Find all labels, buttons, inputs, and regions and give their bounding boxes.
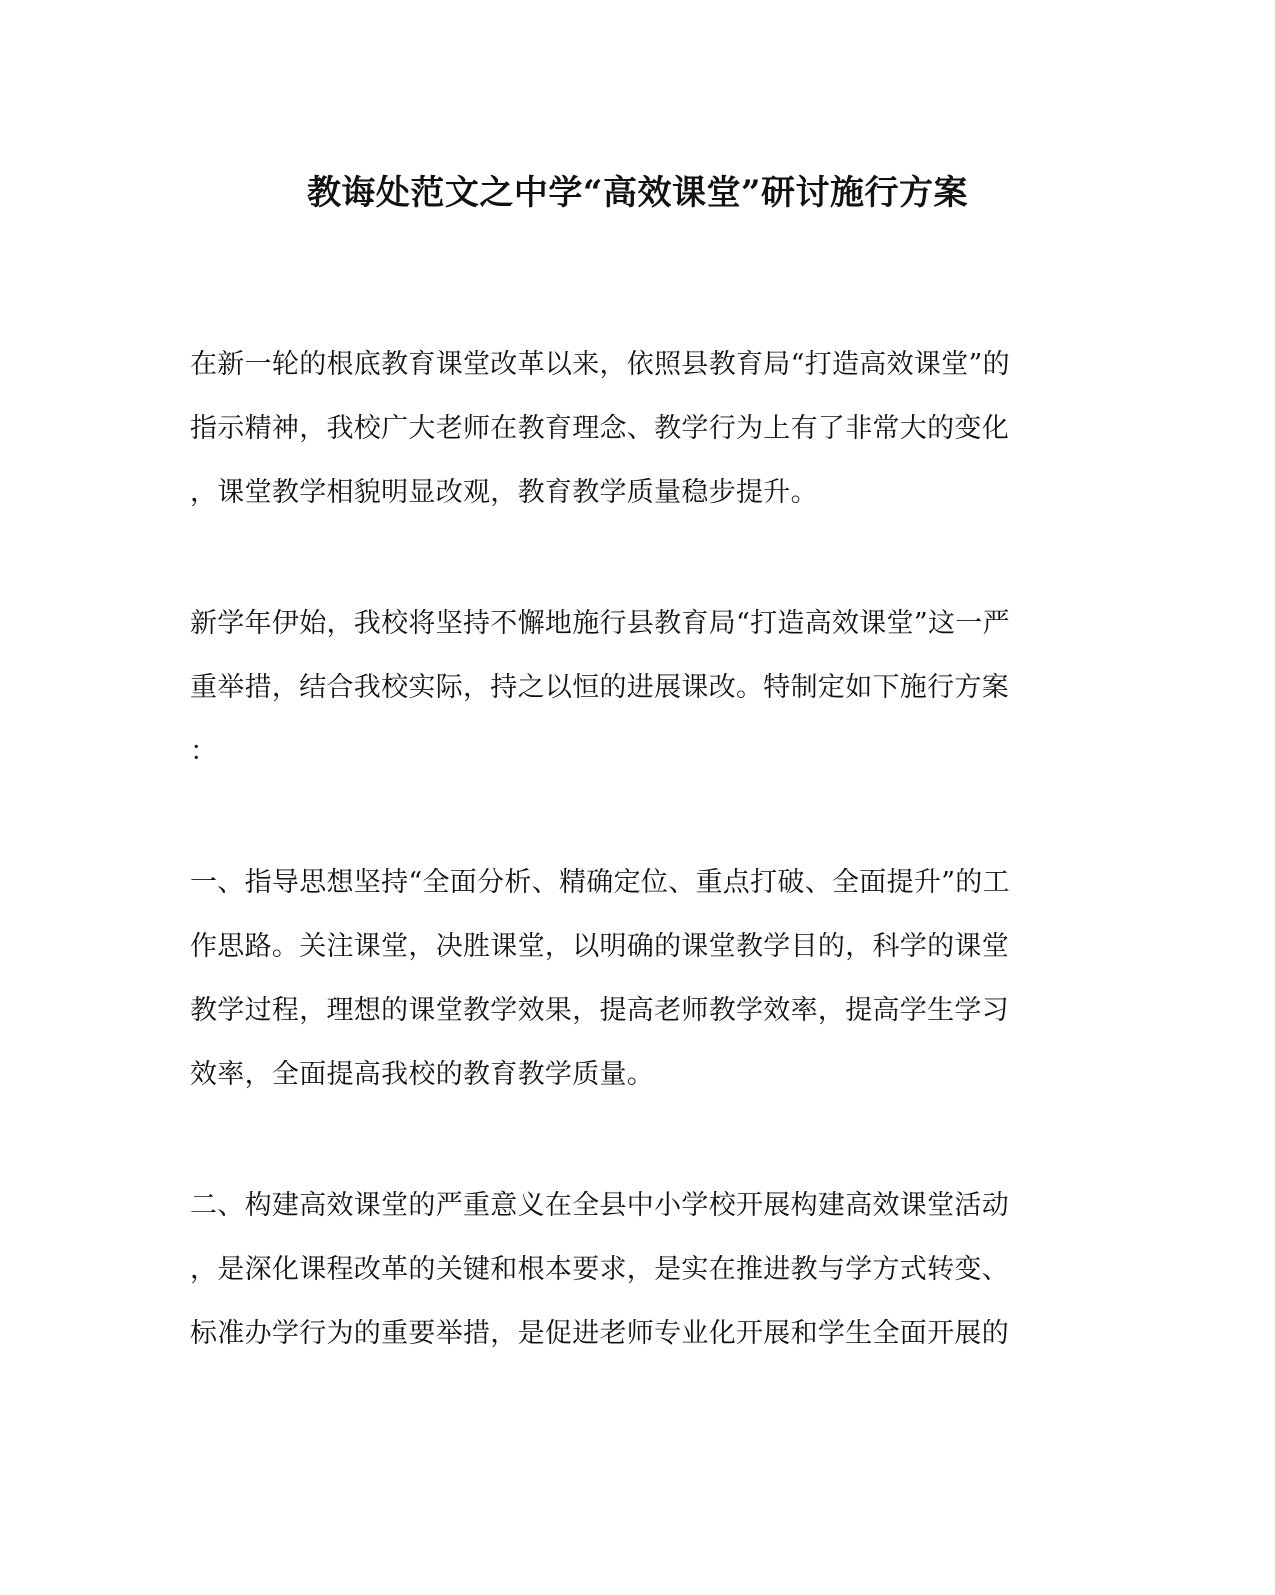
text-line: 一、指导思想坚持“全面分析、精确定位、重点打破、全面提升”的工 [190, 867, 1010, 898]
text-line: ： [190, 736, 218, 767]
text-line: 教学过程，理想的课堂教学效果，提高老师教学效率，提高学生学习 [190, 995, 1009, 1026]
text-line: 新学年伊始，我校将坚持不懈地施行县教育局“打造高效课堂”这一严 [190, 608, 1010, 639]
text-line: ，是深化课程改革的关键和根本要求，是实在推进教与学方式转变、 [190, 1254, 1009, 1285]
paragraph-plan [190, 592, 1050, 784]
text-line: 在新一轮的根底教育课堂改革以来，依照县教育局“打造高效课堂”的 [190, 349, 1010, 380]
text-line: 二、构建高效课堂的严重意义在全县中小学校开展构建高效课堂活动 [190, 1190, 1009, 1221]
text-line: 标准办学行为的重要举措，是促进老师专业化开展和学生全面开展的 [190, 1318, 1009, 1349]
text-line: 效率，全面提高我校的教育教学质量。 [190, 1059, 655, 1090]
text-line: 作思路。关注课堂，决胜课堂，以明确的课堂教学目的，科学的课堂 [190, 931, 1009, 962]
document-title: 教诲处范文之中学“高效课堂”研讨施行方案 [306, 173, 969, 213]
text-line: 指示精神，我校广大老师在教育理念、教学行为上有了非常大的变化 [190, 413, 1009, 444]
text-line: 重举措，结合我校实际，持之以恒的进展课改。特制定如下施行方案 [190, 672, 1009, 703]
paragraph-section-1 [190, 851, 1050, 1107]
paragraph-intro [190, 333, 1050, 525]
text-line: ，课堂教学相貌明显改观，教育教学质量稳步提升。 [190, 477, 818, 508]
paragraph-section-2 [190, 1174, 1050, 1366]
document-body [190, 333, 1050, 1433]
